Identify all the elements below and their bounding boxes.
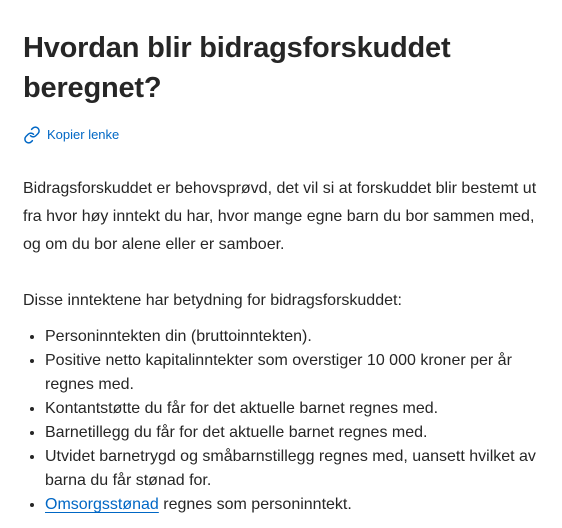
list-item xyxy=(45,445,545,493)
list-item xyxy=(45,421,545,445)
list-item-text: Kontantstøtte du får for det aktuelle barnet regnes med. xyxy=(45,400,439,417)
omsorgsstonad-link[interactable]: Omsorgsstønad xyxy=(45,496,159,513)
list-item xyxy=(45,493,545,517)
list-item-text: Positive netto kapitalinntekter som overstiger 10 000 kroner per år regnes med. xyxy=(45,352,512,393)
section-heading: Hvordan blir bidragsforskuddet beregnet? xyxy=(23,32,451,104)
list-item-text: Personinntekten din (bruttoinntekten). xyxy=(45,328,312,345)
list-item xyxy=(45,397,545,421)
copy-link-button[interactable] xyxy=(23,126,119,144)
list-item-text: regnes som personinntekt. xyxy=(158,496,352,513)
list-item-text: Barnetillegg du får for det aktuelle barnet regnes med. xyxy=(45,424,428,441)
list-intro: Disse inntektene har betydning for bidragsforskuddet: xyxy=(23,292,402,309)
lead-paragraph: Bidragsforskuddet er behovsprøvd, det vil si at forskuddet blir bestemt ut fra hvor høy inntekt du har, hvor mange egne barn du bor sammen med, og om du bor alene eller er samboer. xyxy=(23,180,537,253)
list-item-text: Utvidet barnetrygd og småbarnstillegg regnes med, uansett hvilket av barna du får stønad for. xyxy=(45,448,536,489)
copy-link-label: Kopier lenke xyxy=(47,127,120,142)
list-item xyxy=(45,325,545,349)
link-icon xyxy=(23,126,41,144)
income-list xyxy=(23,325,545,517)
list-item xyxy=(45,349,545,397)
